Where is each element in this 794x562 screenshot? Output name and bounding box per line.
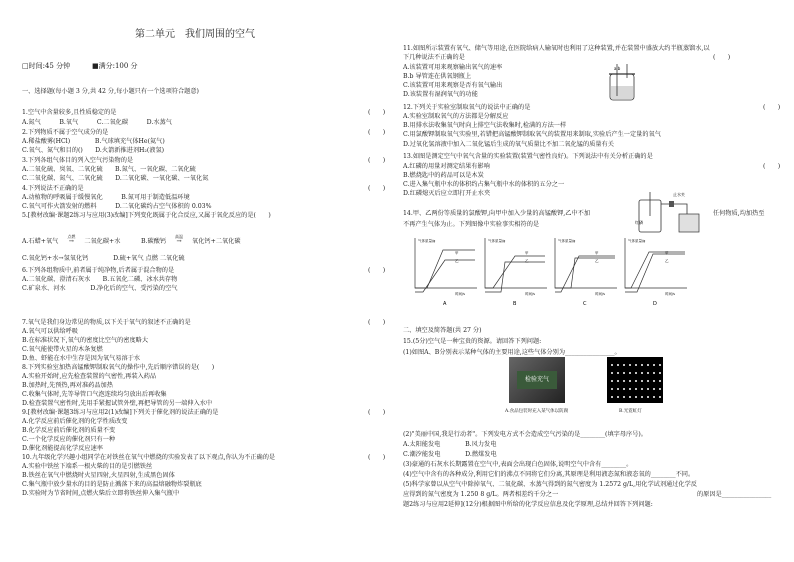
graph-series-label: 乙	[665, 259, 669, 263]
answer-paren: ( )	[368, 454, 386, 461]
q14-aside: 任何物质,均加热至	[713, 210, 765, 217]
answer-paren: ( )	[763, 104, 781, 111]
question-text-line: C.集气瓶中放少量水的目的是防止溅落下来的高温熔融物炸裂瓶底	[22, 481, 202, 488]
question-text-line: C.收集气体时,先等导管口气泡连续均匀放出后再收集	[22, 391, 167, 398]
q5a-products: 二氧化碳+水	[84, 238, 121, 245]
question-text-line: A.实验开始时,应先检查装置的气密性,再装入药品	[22, 373, 157, 380]
q5a-reactants: A.石蜡+氧气	[22, 238, 59, 245]
graph-line-2-a	[415, 260, 475, 292]
question-text-line: 9.[教材改编·课题3练习与应用2(1)改编]下列关于催化剂的说法正确的是	[22, 409, 219, 416]
question-text-line: 10.九年级化学兴趣小组同学在对铁丝在氧气中燃烧的实验发表了以下观点,你认为不正确的是	[22, 454, 276, 461]
question-text-line: A.动植物的呼吸属于缓慢氧化 B.氮可用于制造低温环境	[22, 194, 190, 201]
graph-c	[555, 238, 617, 306]
question-text-line: C.矿泉水、河水 D.净化后的空气、受污染的空气	[22, 285, 178, 292]
question-text-line: A.二氧化硫、臭氧、二氧化硫 B.氮气、一氧化碳、二氧化硫	[22, 166, 196, 173]
exam-time: □时间:45 分钟	[22, 62, 71, 70]
graph-b	[485, 238, 547, 306]
graph-series-label: 乙	[525, 259, 529, 263]
answer-paren: ( )	[368, 157, 386, 164]
page-title: 第二单元 我们周围的空气	[135, 29, 255, 40]
question-text-line: 12.下列关于实验室制取氧气的说法中正确的是	[403, 104, 531, 111]
question-text-line: C.氧气、氮气和目的() D.火箭新推进剂H₂(液氢)	[22, 147, 165, 154]
q5-option-b: B.碳酸钙 高温 → 氧化钙+二氧化碳	[141, 234, 241, 245]
question-text-line: A.氧气可以供给呼吸	[22, 328, 78, 335]
question-text-line: D.检查装置气密性时,先用手紧握试管外壁,再把导管的另一端伸入水中	[22, 400, 213, 407]
section-1-heading: 一、选择题(每小题 3 分,共 42 分,每小题只有一个选项符合题意)	[22, 88, 199, 95]
question-text-line: 不再产生气体为止。下列图像中实验事实相符的是	[403, 221, 540, 228]
question-text-line: A.化学反应前后催化剂的化学性质改变	[22, 418, 128, 425]
question-text-line: 1.空气中含量较多,且性质稳定的是	[22, 109, 117, 116]
graph-ylabel: 气体质量/g	[558, 239, 576, 243]
question-text-line: (2)"美丽中国,我是行动者"。下列发电方式不会造成空气污染的是________(填字母序号)。	[403, 431, 647, 438]
answer-paren: ( )	[368, 409, 386, 416]
question-text-line: D.催化剂能提高化学反应速率	[22, 445, 103, 452]
question-text-line: A.实验中铁丝下端系一根火柴的目的是引燃铁丝	[22, 463, 153, 470]
question-text-line: B.燃烧匙中的药品可以是木炭	[403, 172, 484, 179]
question-text-line: D.该装置有湿润氧气的功能	[403, 91, 478, 98]
neon-light-photo	[607, 357, 663, 403]
graph-ylabel: 气体质量/g	[418, 239, 436, 243]
answer-paren: ( )	[368, 319, 386, 326]
question-text-line: B.铁丝在氧气中燃烧时火星四射,火星四射,生成黑色固体	[22, 472, 175, 479]
graph-d	[625, 238, 687, 306]
question-text-line: A.红磷的用量对测定结果有影响	[403, 163, 490, 170]
question-text-line: 2.下列物质不属于空气成分的是	[22, 129, 109, 136]
graph-series-label: 甲	[595, 251, 599, 255]
photo-a-label: 检验充气	[517, 371, 557, 389]
question-text-line: 13.如图是测定空气中氧气含量的实验装置(装置气密性良好)。下列说法中有关分析正确的是	[403, 153, 653, 160]
graph-letter: A	[443, 301, 447, 306]
question-text-line: D.过氧化氢溶液中加入二氧化锰后生成的氧气质量比不加二氧化锰的质量有关	[403, 141, 614, 148]
graph-letter: D	[653, 301, 657, 306]
fig11-label: a b	[614, 66, 621, 71]
graph-xlabel: 时间/s	[455, 292, 466, 296]
answer-paren: ( )	[368, 129, 386, 136]
question-text-line: C.氧气可作火箭发射的燃料 D.二氧化碳约占空气体积的 0.03%	[22, 203, 212, 210]
question-text-line: B.用排水法收集氧气时向上排空气法收集时,检满的方法一样	[403, 122, 567, 129]
question-text-line: 3.下列各组气体目的列入空气污染物的是	[22, 157, 134, 164]
question-text-line: 15.(5分)空气是一种宝贵的资源。请回答下列问题:	[403, 338, 542, 345]
question-text-line: 8.下列实验室加热高锰酸钾制取氧气的操作中,先后顺序错误的是( )	[22, 364, 215, 371]
q5-option-a: A.石蜡+氧气 点燃 → 二氧化碳+水	[22, 234, 121, 245]
neon-lights-icon	[607, 357, 663, 403]
graph-xlabel: 时间/s	[525, 292, 536, 296]
exam-score: ■满分:100 分	[92, 62, 138, 70]
question-text-line: C.该装置可用来观察是否有氧气输出	[403, 82, 503, 89]
answer-paren: ( )	[368, 185, 386, 192]
graph-letter: B	[513, 301, 517, 306]
question-text-line: B.加热时,先预热,再对准药品加热	[22, 382, 113, 389]
q15-tail: 的原因是________________	[697, 491, 772, 498]
question-text-line: D.实验时为节省时间,点燃火柴后立即将铁丝伸入集气瓶中	[22, 490, 180, 497]
graph-line-d	[625, 252, 685, 288]
graph-line-2-c	[555, 256, 615, 292]
q5a-condition: 点燃	[67, 234, 76, 239]
answer-paren: ( )	[713, 54, 731, 61]
question-text-line: D.红磷熄灭后应立即打开止水夹	[403, 190, 491, 197]
question-text-line: A.氮气 B.氧气 C.二氧化碳 D.水蒸气	[22, 119, 172, 126]
question-text-line: B.化学反应前后催化剂的质量不变	[22, 427, 116, 434]
question-text-line: 下几种说法不正确的是	[403, 54, 465, 61]
question-text-line: A.实验室制取氧气的方法都是分解反应	[403, 113, 509, 120]
fig13-phosphorus-label: 红磷	[635, 220, 643, 225]
graph-series-label: 甲	[665, 251, 669, 255]
answer-paren: ( )	[368, 109, 386, 116]
gas-washing-bottle-diagram	[605, 62, 641, 102]
question-text-line: 14.甲、乙两份等质量的氯酸钾,向甲中加入少量的高锰酸钾,乙中不加	[403, 210, 591, 217]
answer-paren: ( )	[368, 267, 386, 274]
q5b-reactants: B.碳酸钙	[141, 238, 167, 245]
question-text-line: 二、填空及简答题(共 27 分)	[403, 327, 482, 334]
graph-series-label: 甲	[455, 251, 459, 255]
graph-xlabel: 时间/s	[595, 292, 606, 296]
question-text-line: C.二氧化碳、氮气、二氧化硫 D.二氧化碳、一氧化碳、一氧化氮	[22, 175, 209, 182]
question-text-line: 应得到的氮气密度为 1.250 8 g/L。两者相差约千分之一	[403, 491, 559, 498]
question-text-line: C.氧化钙+水→氢氧化钙 D.硫+氧气 点燃 二氧化硫	[22, 255, 185, 262]
fig13-clamp-label: 止水夹	[673, 192, 685, 197]
answer-paren: ( )	[763, 163, 781, 170]
question-text-line: D.鱼、虾能在水中生存是因为氧气易溶于水	[22, 355, 141, 362]
question-text-line: A.二氧化碳、澄清石灰水 B.五氧化二磷、冰水共存物	[22, 276, 178, 283]
q5b-products: 氧化钙+二氧化碳	[192, 238, 241, 245]
graph-a	[415, 238, 477, 306]
photo-a-caption: A.食品包装时充入某气体以防腐	[505, 409, 569, 414]
graph-line-c	[555, 258, 615, 288]
question-text-line: (3)豪通的石灰水长期露置在空气中,表面会出现白色固体,说明空气中含有________。	[403, 461, 633, 468]
question-text-line: C.氧气能使带火星的木条复燃	[22, 346, 103, 353]
q5b-condition: 高温	[175, 234, 184, 239]
question-text-line: C.一个化学反应的催化剂只有一种	[22, 436, 116, 443]
question-text-line: 7.氧气是我们身边常见的物质,以下关于氧气的叙述不正确的是	[22, 319, 191, 326]
graph-line-b	[485, 256, 545, 288]
graph-series-label: 甲	[525, 251, 529, 255]
question-text-line: A.太阳能发电 B.风力发电	[403, 441, 497, 448]
question-text-line: B.在标准状况下,氧气的密度比空气的密度略大	[22, 337, 149, 344]
food-packaging-photo	[509, 357, 565, 403]
question-text-line: C.用氯酸钾制取氧气实验里,若错把高锰酸钾制取氧气的装置用来制取,实验后产生一定量的氧气	[403, 131, 661, 138]
question-text-line: 4.下列说法不正确的是	[22, 185, 84, 192]
question-text-line: A.稀盐酸雾(HCl) B.气球填充气体He(氦气)	[22, 138, 165, 145]
graph-ylabel: 气体质量/g	[628, 239, 646, 243]
question-text-line: 5.[教材改编·课题2练习与应用(3)改编]下列变化既属于化合反应,又属于氧化反应的是( )	[22, 212, 271, 219]
question-text-line: 6.下列各组物质中,前者属于纯净物,后者属于混合物的是	[22, 267, 175, 274]
question-text-line: 11.如图所示装置有氧气、储气等用途,在医院给病人输氧时也利用了这种装置,并在装置中盛放大约半瓶蒸馏水,以	[403, 45, 710, 52]
question-text-line: (4)空气中含有的各种成分,利用它们的沸点不同将它们分离,其原理是利用液态氮和液态氧的________不同。	[403, 471, 695, 478]
graph-line-a	[415, 250, 475, 288]
graph-series-label: 乙	[595, 259, 599, 263]
graph-ylabel: 气体质量/g	[488, 239, 506, 243]
photo-b-caption: B.光霓虹灯	[619, 409, 642, 414]
graph-line-2-b	[485, 262, 545, 292]
q14-graphs	[407, 232, 707, 306]
graph-series-label: 乙	[455, 259, 459, 263]
question-text-line: C.进入集气瓶中水的体积约占集气瓶中水的体积的五分之一	[403, 181, 565, 188]
question-text-line: B.b 导管连在供氧钢瓶上	[403, 73, 472, 80]
question-text-line: C.潮汐能发电 D.燃煤发电	[403, 451, 497, 458]
question-text-line: (5)科学家曾以从空气中除掉氧气、二氧化碳、水蒸气得到的氮气密度为 1.2572 g/L,用化学试剂通过化学反	[403, 481, 697, 488]
graph-xlabel: 时间/s	[665, 292, 676, 296]
right-column	[397, 0, 794, 562]
question-text-line: (1)如图A、B分别表示某种气体的主要用途,这些气体分别为________________。	[403, 349, 621, 356]
question-text-line: 题2练习与应用2延伸](12分)根据图中所给的化学反应信息及化学原理,总结并回答下列问题:	[403, 501, 653, 508]
graph-letter: C	[583, 301, 587, 306]
oxygen-content-apparatus-diagram	[635, 188, 711, 234]
question-text-line: A.该装置可用来观察输出氧气的速率	[403, 64, 503, 71]
graph-line-2-d	[625, 254, 685, 292]
